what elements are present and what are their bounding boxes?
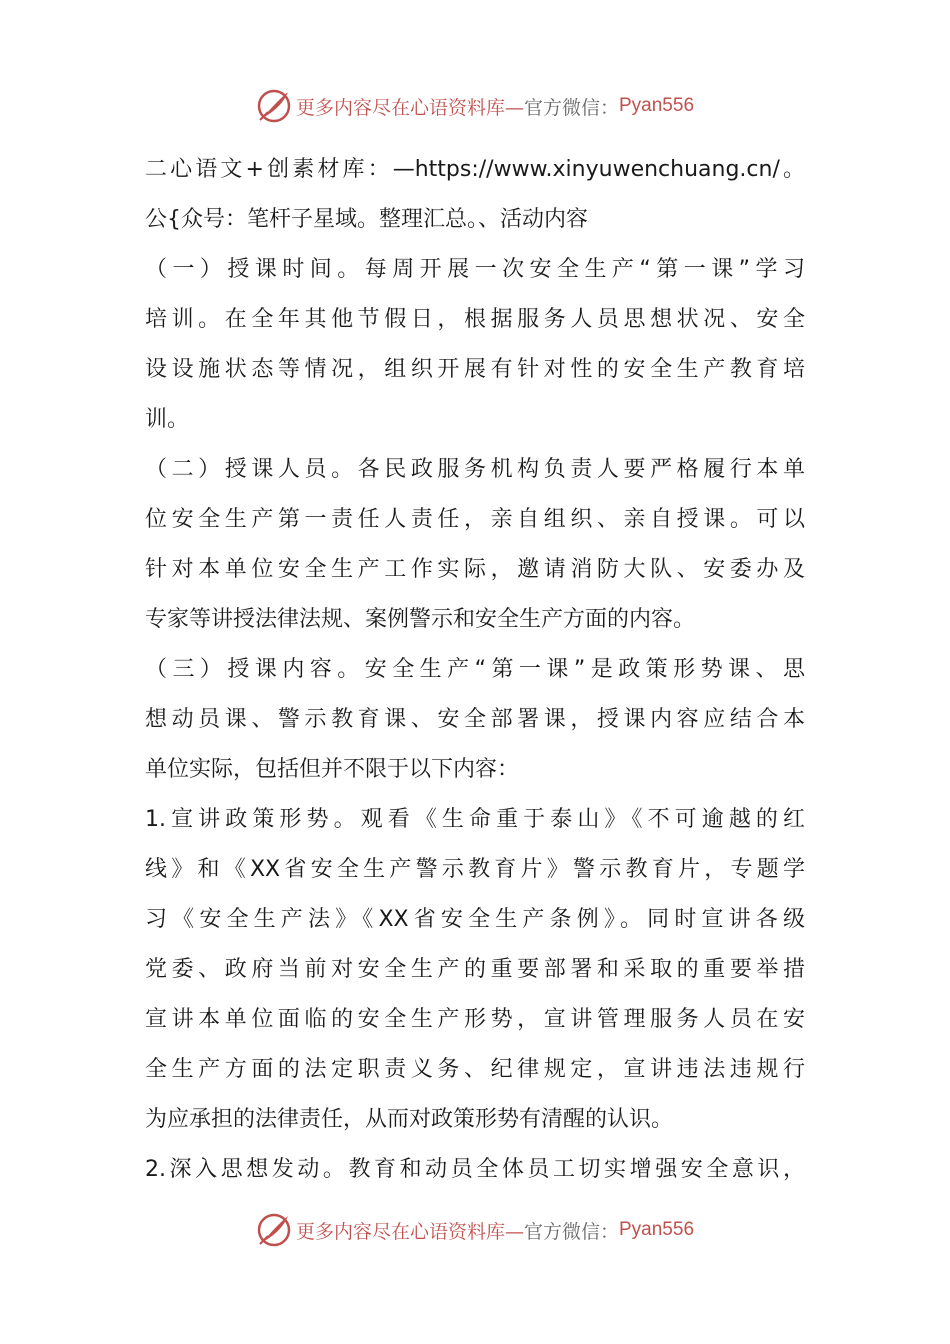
body-line: 设设施状态等情况，组织开展有针对性的安全生产教育培 [145,357,805,382]
banner-wechat-id: Pyan556 [619,1219,695,1240]
body-line: （一）授课时间。每周开展一次安全生产“第一课”学习 [145,257,805,282]
body-line: 为应承担的法律责任，从而对政策形势有清醒的认识。 [145,1107,674,1132]
banner-text: 更多内容尽在心语资料库— [295,1220,524,1243]
banner-wechat-label: 官方微信： [523,1220,619,1243]
banner-wechat-label: 官方微信： [523,96,619,119]
body-line: 1.宣讲政策形势。观看《生命重于泰山》《不可逾越的红 [145,807,805,832]
body-line: 培训。在全年其他节假日，根据服务人员思想状况、安全 [145,307,805,332]
body-line: 二心语文+创素材库：—https://www.xinyuwenchuang.cn/。 [145,157,805,182]
body-line: 线》和《XX省安全生产警示教育片》警示教育片，专题学 [145,857,805,882]
body-line: 想动员课、警示教育课、安全部署课，授课内容应结合本 [145,707,805,732]
body-line: 专家等讲授法律法规、案例警示和安全生产方面的内容。 [145,607,696,632]
banner-wechat-id: Pyan556 [619,95,695,116]
body-line: 训。 [145,407,190,432]
header-watermark-banner [0,86,950,126]
body-line: 宣讲本单位面临的安全生产形势，宣讲管理服务人员在安 [145,1007,805,1032]
body-line: 公{众号：笔杆子星域。整理汇总。、活动内容 [145,207,588,232]
quill-pen-logo-icon [256,1212,292,1248]
banner-text: 更多内容尽在心语资料库— [295,96,524,119]
quill-pen-logo-icon [256,88,292,124]
body-line: 单位实际，包括但并不限于以下内容： [145,757,520,782]
body-line: （二）授课人员。各民政服务机构负责人要严格履行本单 [145,457,805,482]
document-body [145,145,805,1195]
body-line: 习《安全生产法》《XX省安全生产条例》。同时宣讲各级 [145,907,805,932]
body-line: 党委、政府当前对安全生产的重要部署和采取的重要举措 [145,957,805,982]
footer-watermark-banner [0,1210,950,1250]
body-line: 位安全生产第一责任人责任，亲自组织、亲自授课。可以 [145,507,805,532]
body-line: 全生产方面的法定职责义务、纪律规定，宣讲违法违规行 [145,1057,805,1082]
body-line: 针对本单位安全生产工作实际，邀请消防大队、安委办及 [145,557,805,582]
body-line: （三）授课内容。安全生产“第一课”是政策形势课、思 [145,657,805,682]
body-line: 2.深入思想发动。教育和动员全体员工切实增强安全意识， [145,1157,805,1182]
